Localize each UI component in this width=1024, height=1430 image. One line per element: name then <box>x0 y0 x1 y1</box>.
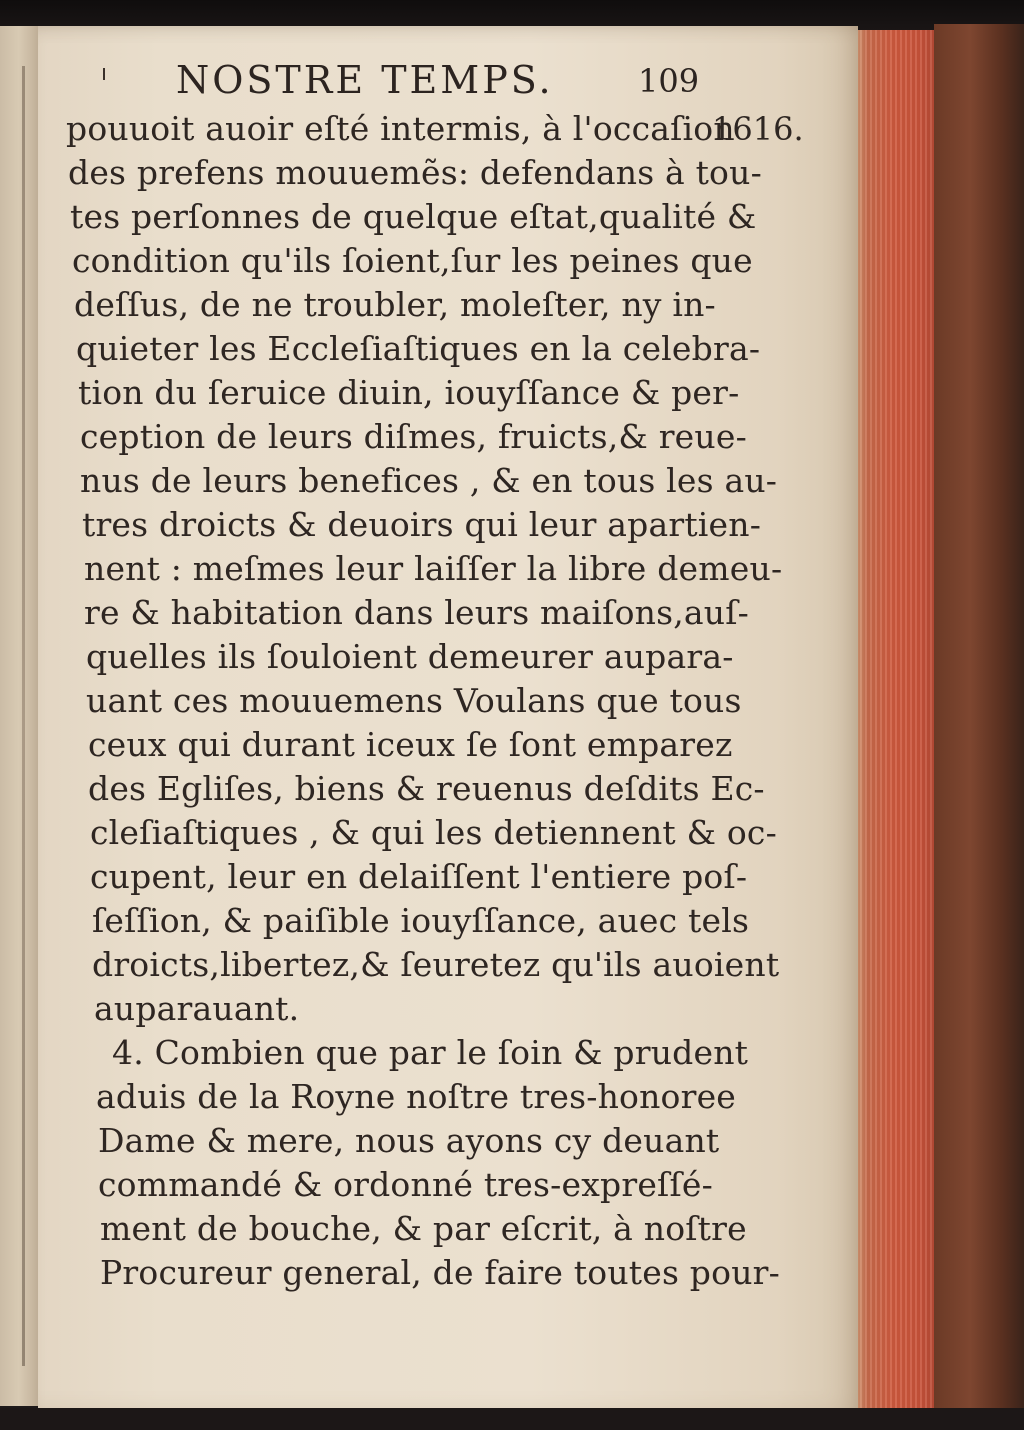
text-line: des Egliſes, biens & reuenus deſdits Ec- <box>88 769 765 808</box>
text-line: condition qu'ils ſoient,ſur les peines que <box>72 241 753 280</box>
text-line: tes perſonnes de quelque eſtat,qualité & <box>70 197 757 236</box>
text-line: re & habitation dans leurs maiſons,auſ- <box>84 593 750 632</box>
text-line: auparauant. <box>94 989 300 1028</box>
text-line: aduis de la Royne noſtre tres-honoree <box>96 1077 737 1116</box>
text-line: cupent, leur en delaiſſent l'entiere poſ- <box>90 857 748 896</box>
text-line: deſſus, de ne troubler, moleſter, ny in- <box>74 285 716 324</box>
gilt-fore-edge <box>850 30 936 1410</box>
running-head-title: NOSTRE TEMPS. <box>176 58 554 102</box>
running-head <box>176 58 736 108</box>
text-line: ceux qui durant iceux ſe ſont emparez <box>88 725 733 764</box>
gutter-line <box>22 66 25 1366</box>
text-line: uant ces mouuemens Voulans que tous <box>86 681 742 720</box>
page-number: 109 <box>638 62 700 100</box>
text-line: Dame & mere, nous ayons cy deuant <box>98 1121 720 1160</box>
margin-year-note: 1616. <box>712 110 804 148</box>
text-line: tion du ſeruice diuin, iouyſſance & per- <box>78 373 740 412</box>
text-line: 4. Combien que par le ſoin & prudent <box>112 1033 749 1072</box>
text-line: quieter les Eccleſiaſtiques en la celebra- <box>76 329 761 368</box>
text-line: nus de leurs benefices , & en tous les au- <box>80 461 778 500</box>
text-line: commandé & ordonné tres-expreſſé- <box>98 1165 713 1204</box>
text-line: droicts,libertez,& ſeuretez qu'ils auoient <box>92 945 780 984</box>
book-cover <box>934 24 1024 1414</box>
text-line: cleſiaſtiques , & qui les detiennent & oc- <box>90 813 777 852</box>
text-line: quelles ils ſouloient demeurer aupara- <box>86 637 734 676</box>
ornament-mark <box>103 68 105 80</box>
left-page-edge <box>0 26 43 1406</box>
text-line: pouuoit auoir eſté intermis, à l'occaſion <box>66 109 735 148</box>
bottom-background <box>0 1408 1024 1430</box>
text-line: des prefens mouuemẽs: defendans à tou- <box>68 153 762 192</box>
text-line: Procureur general, de faire toutes pour- <box>100 1253 780 1292</box>
text-line: tres droicts & deuoirs qui leur apartien- <box>82 505 762 544</box>
text-line: ception de leurs diſmes, fruicts,& reue- <box>80 417 747 456</box>
text-line: ment de bouche, & par eſcrit, à noſtre <box>100 1209 747 1248</box>
text-line: nent : meſmes leur laiſſer la libre demeu- <box>84 549 783 588</box>
text-line: ſeſſion, & paiſible iouyſſance, auec tels <box>92 901 750 940</box>
